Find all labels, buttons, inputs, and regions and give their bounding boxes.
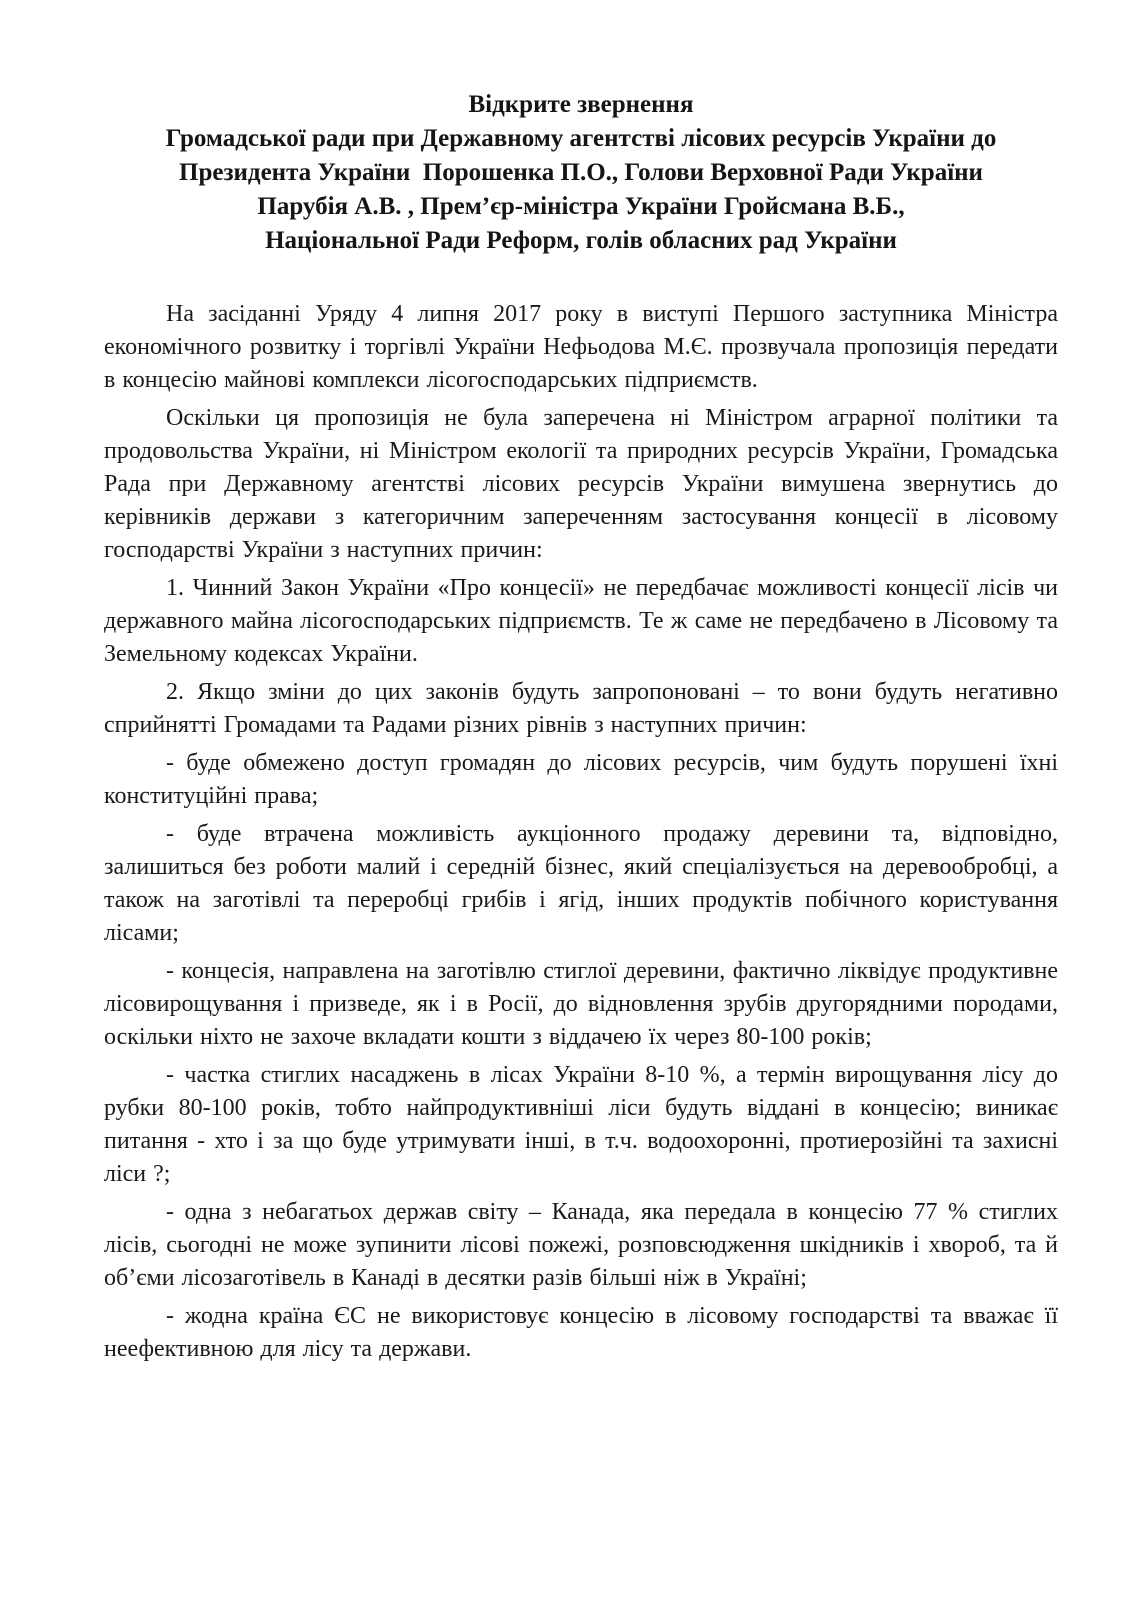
paragraph-intro: На засіданні Уряду 4 липня 2017 року в виступі Першого заступника Міністра економічного розвитку і торгівлі України Нефьодова М.Є. прозвучала пропозиція передати в концесію майнові комплекси лісогосподарських підприємств. bbox=[104, 301, 1058, 393]
document-content bbox=[104, 88, 1058, 1366]
title-line-4: Парубія А.В. , Прем’єр-міністра України Гройсмана В.Б., bbox=[257, 193, 905, 220]
document-title bbox=[104, 88, 1058, 258]
paragraph-objection: Оскільки ця пропозиція не була заперечена ні Міністром аграрної політики та продовольства України, ні Міністром екології та природних ресурсів України, Громадська Рада при Державному агентстві лісових ресурсів України вимушена звернутись до керівників держави з категоричним запереченням застосування концесії в лісовому господарстві України з наступних причин: bbox=[104, 405, 1058, 563]
paragraph-bullet-mature-share: - частка стиглих насаджень в лісах України 8-10 %, а термін вирощування лісу до рубки 80-100 років, тобто найпродуктивніші ліси будуть віддані в концесію; виникає питання - хто і за що буде утримувати інші, в т.ч. водоохоронні, протиерозійні та захисні ліси ?; bbox=[104, 1062, 1058, 1187]
paragraph-bullet-auction: - буде втрачена можливість аукціонного продажу деревини та, відповідно, залишиться без роботи малий і середній бізнес, який спеціалізується на деревообробці, а також на заготівлі та переробці грибів і ягід, інших продуктів побічного користування лісами; bbox=[104, 821, 1058, 946]
title-line-2: Громадської ради при Державному агентстві лісових ресурсів України до bbox=[165, 125, 997, 152]
title-line-1: Відкрите звернення bbox=[468, 91, 694, 118]
paragraph-point-1: 1. Чинний Закон України «Про концесії» не передбачає можливості концесії лісів чи державного майна лісогосподарських підприємств. Те ж саме не передбачено в Лісовому та Земельному кодексах України. bbox=[104, 575, 1058, 667]
paragraph-point-2: 2. Якщо зміни до цих законів будуть запропоновані – то вони будуть негативно сприйнятті Громадами та Радами різних рівнів з наступних причин: bbox=[104, 679, 1058, 738]
title-line-5: Національної Ради Реформ, голів обласних рад України bbox=[265, 227, 897, 254]
paragraph-bullet-eu: - жодна країна ЄС не використовує концесію в лісовому господарстві та вважає її неефективною для лісу та держави. bbox=[104, 1303, 1058, 1362]
paragraph-bullet-canada: - одна з небагатьох держав світу – Канада, яка передала в концесію 77 % стиглих лісів, сьогодні не може зупинити лісові пожежі, розповсюдження шкідників і хвороб, та й об’єми лісозаготівель в Канаді в десятки разів більші ніж в Україні; bbox=[104, 1199, 1058, 1291]
paragraph-bullet-access: - буде обмежено доступ громадян до лісових ресурсів, чим будуть порушені їхні конституційні права; bbox=[104, 750, 1058, 809]
document-body bbox=[104, 298, 1058, 1366]
paragraph-bullet-concession-harvest: - концесія, направлена на заготівлю стиглої деревини, фактично ліквідує продуктивне лісовирощування і призведе, як і в Росії, до відновлення зрубів другорядними породами, оскільки ніхто не захоче вкладати кошти з віддачею їх через 80-100 років; bbox=[104, 958, 1058, 1050]
title-line-3: Президента України Порошенка П.О., Голови Верховної Ради України bbox=[179, 159, 983, 186]
